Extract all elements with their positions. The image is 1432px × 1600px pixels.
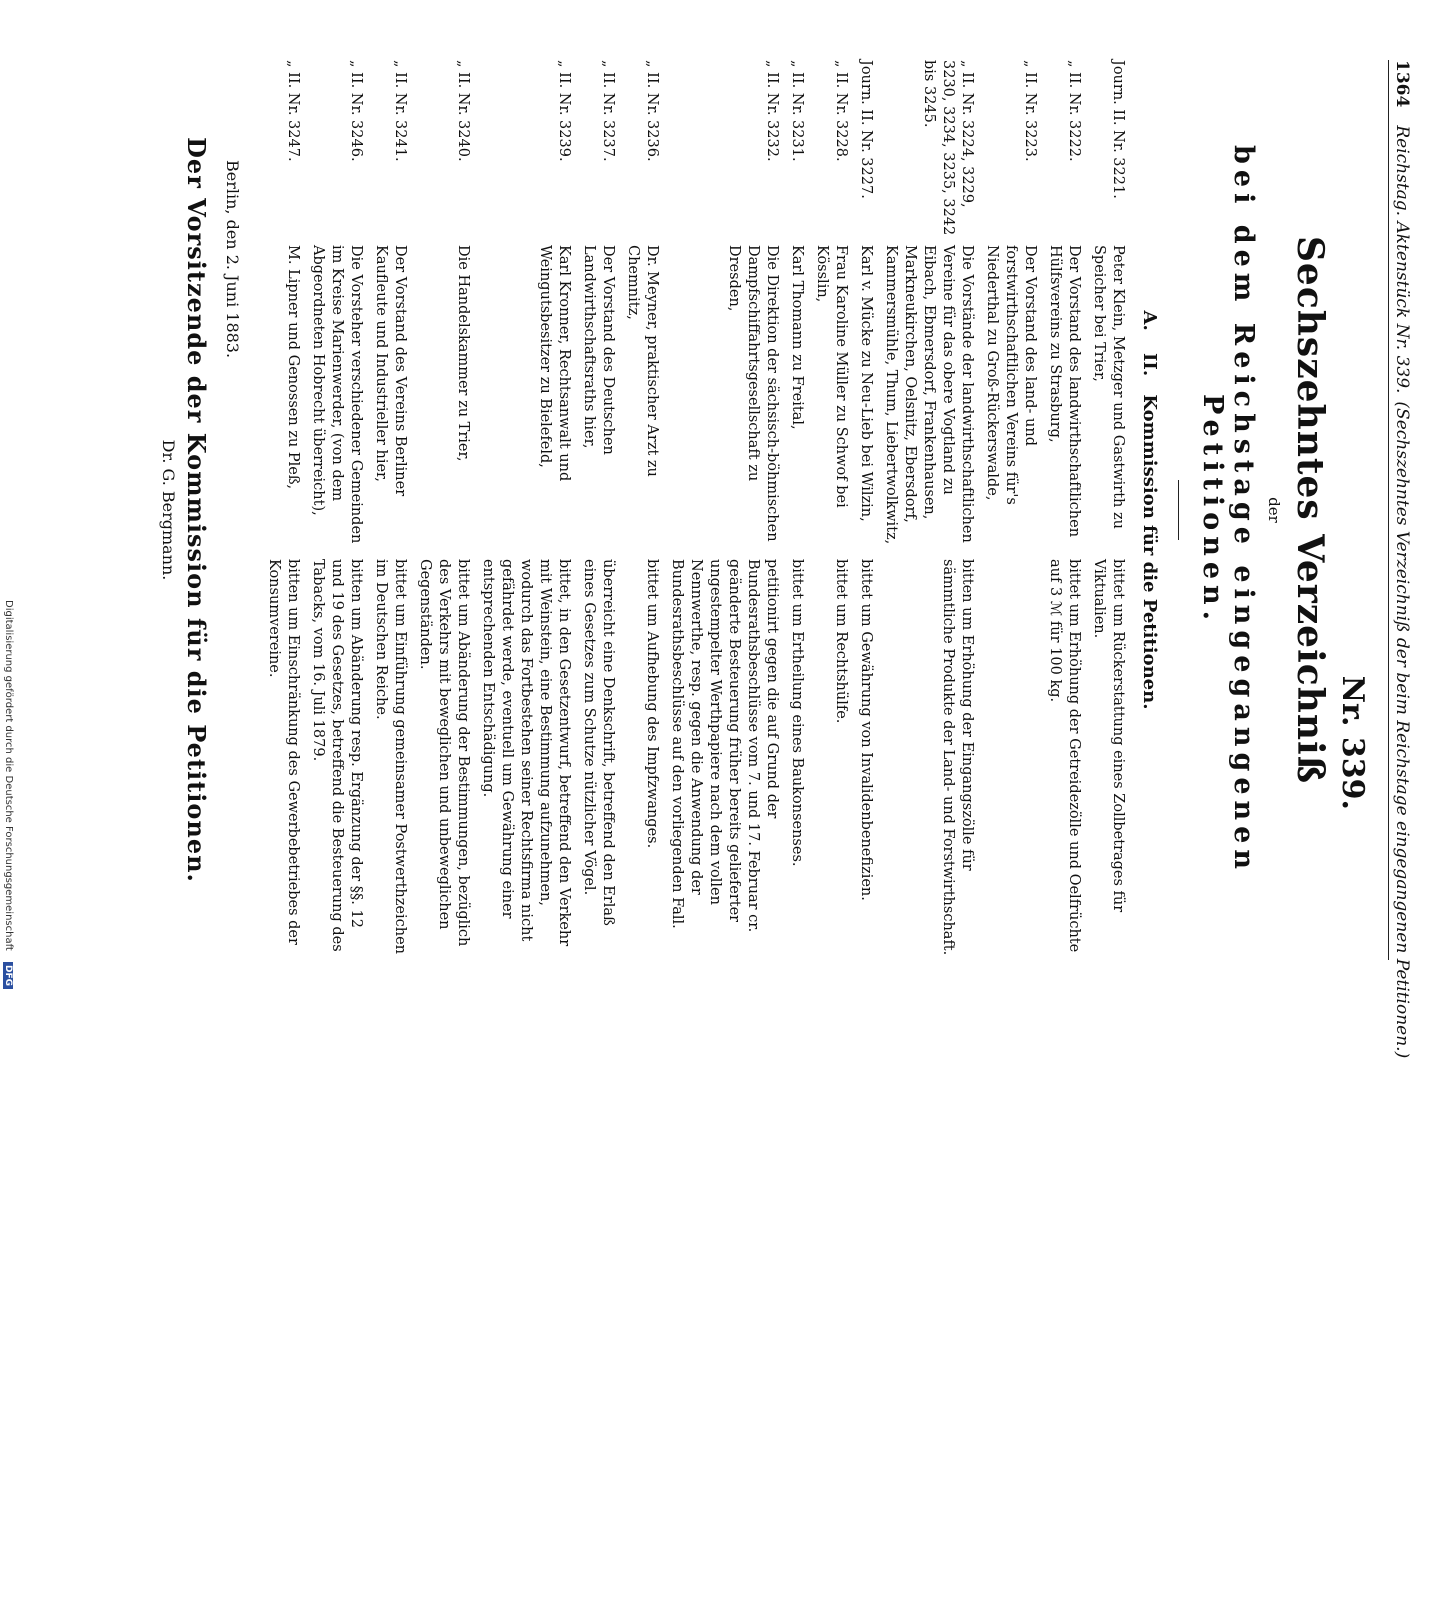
signature-name: Dr. G. Bergmann.: [159, 439, 178, 581]
section-letter: A.: [1139, 310, 1160, 331]
digitization-note: [0, 600, 14, 1600]
row-petitioner: Die Vorsteher verschiedener Gemeinden im Kreise Marienwerder, (von dem Abgeordneten Hobrecht überreicht),: [310, 245, 364, 544]
publication-title: Reichstag. Aktenstück Nr. 339.: [1392, 125, 1412, 394]
row-petitioner: Der Vorstand des land- und forstwirthschaftlichen Vereins für's Niederthal zu Groß-Rückerswalde,: [984, 245, 1038, 505]
row-request: [976, 559, 1039, 960]
row-request: bittet um Abänderung der Bestimmungen, bezüglich des Verkehrs mit beweglichen und unbeweglichen Gegenständen.: [417, 559, 471, 947]
row-petitioner: M. Lipner und Genossen zu Pleß,: [285, 245, 301, 490]
row-request: bitten um Erhöhung der Eingangszölle für sämmtliche Produkte der Land- und Forstwirthschaft.: [940, 559, 975, 956]
row-request: bittet um Gewährung von Invalidenbenefizien.: [858, 559, 874, 901]
table-row: [1039, 60, 1083, 960]
row-request: bitten um Einschränkung des Gewerbebetriebes der Konsumvereine.: [266, 559, 301, 945]
row-reference: „ II. Nr. 3241.: [392, 60, 408, 162]
document-number: Nr. 339.: [1335, 675, 1370, 810]
section-label: Kommission für die Petitionen.: [1139, 394, 1160, 710]
row-request: bittet um Erhöhung der Getreidezölle und Oelfrüchte auf 3 ℳ für 100 kg.: [1047, 559, 1082, 953]
document-title: Sechszehntes Verzeichniß: [1289, 235, 1331, 785]
row-petitioner: Die Handelskammer zu Trier,: [455, 245, 471, 462]
title-connector: der: [1265, 497, 1283, 523]
table-row: [472, 60, 573, 960]
row-petitioner: Die Vorstände der landwirthschaftlichen Vereine für das obere Vogtland zu Eibach, Ebmersdorf, Frankenhausen, Markneukirchen, Oelsnitz, Ebersdorf, Kammersmühle, Thum, Liebertwolkwitz,: [883, 245, 975, 545]
table-row: [409, 60, 472, 960]
table-row: [258, 60, 302, 960]
row-reference: „ II. Nr. 3223.: [1022, 60, 1038, 162]
row-petitioner: Frau Karoline Müller zu Schwof bei Kösslin,: [814, 245, 849, 508]
signature-office: Der Vorsitzende der Kommission für die Petitionen.: [182, 137, 211, 883]
row-petitioner: Dr. Meyner, praktischer Arzt zu Chemnitz,: [625, 245, 660, 477]
table-row: [1083, 60, 1127, 960]
table-row: [875, 60, 976, 960]
document-subtitle: bei dem Reichstage eingegangenen Petitionen.: [1197, 145, 1259, 875]
page-number: 1364: [1392, 60, 1412, 108]
row-request: bittet um Einführung gemeinsamer Postwerthzeichen im Deutschen Reiche.: [373, 559, 408, 955]
dateline: Berlin, den 2. Juni 1883.: [223, 160, 242, 359]
dfg-logo: DFG: [3, 962, 13, 989]
row-reference: „ II. Nr. 3246.: [348, 60, 364, 162]
header-parenthetical: (Sechszehntes Verzeichniß der beim Reichstage eingegangenen Petitionen.): [1392, 401, 1412, 1059]
table-row: [302, 60, 365, 960]
row-petitioner: Die Direktion der sächsisch-böhmischen Dampfschiffahrtsgesellschaft zu Dresden,: [726, 245, 780, 542]
row-reference: „ II. Nr. 3224, 3229, 3230, 3234, 3235, 3242 bis 3245.: [921, 60, 975, 236]
row-petitioner: Der Vorstand des Vereins Berliner Kaufleute und Industrieller hier,: [373, 245, 408, 497]
row-reference: „ II. Nr. 3231.: [789, 60, 805, 162]
row-reference: Journ. II. Nr. 3221.: [1110, 60, 1126, 199]
table-row: [781, 60, 806, 960]
table-row: [806, 60, 850, 960]
row-petitioner: Peter Klein, Metzger und Gastwirth zu Speicher bei Trier,: [1091, 245, 1126, 529]
table-row: [850, 60, 875, 960]
row-petitioner: Der Vorstand des landwirthschaftlichen Hülfsvereins zu Strasburg,: [1047, 245, 1082, 538]
petitions-table: [258, 60, 1127, 960]
table-row: [617, 60, 661, 960]
table-row: [661, 60, 781, 960]
row-reference: „ II. Nr. 3228.: [833, 60, 849, 162]
row-petitioner: Karl v. Mücke zu Neu-Lieb bei Wilzin,: [858, 245, 874, 522]
row-reference: „ II. Nr. 3247.: [285, 60, 301, 162]
row-petitioner: Karl Kronner, Rechtsanwalt und Weingutsbesitzer zu Bielefeld,: [537, 245, 572, 482]
row-petitioner: Der Vorstand des Deutschen Landwirthschaftsraths hier,: [581, 245, 616, 455]
digitization-text: Digitalisierung gefördert durch die Deutsche Forschungsgemeinschaft: [3, 600, 14, 951]
row-request: bittet um Rechtshülfe.: [833, 559, 849, 724]
row-request: bittet um Ertheilung eines Baukonsenses.: [789, 559, 805, 867]
row-request: bittet, in den Gesetzentwurf, betreffend den Verkehr mit Weinstein, eine Bestimmung aufzunehmen, wodurch das Fortbestehen seiner Rechtsfirma nicht gefährdet werde, eventuell um Gewährung einer entsprechenden Entschädigung.: [480, 559, 572, 947]
row-reference: „ II. Nr. 3240.: [455, 60, 471, 162]
row-reference: Journ. II. Nr. 3227.: [858, 60, 874, 199]
row-reference: „ II. Nr. 3222.: [1066, 60, 1082, 162]
row-reference: „ II. Nr. 3232.: [764, 60, 780, 162]
table-row: [976, 60, 1039, 960]
row-request: petitionirt gegen die auf Grund der Bundesrathsbeschlüsse vom 7. und 17. Februar cr. geänderte Besteuerung früher bereits gelieferter ungestempelter Werthpapiere nach dem vollen Nennwerthe, resp. gegen die Anwendung der Bundesrathsbeschlüsse auf den vorliegenden Fall.: [669, 559, 780, 933]
row-petitioner: Karl Thomann zu Freital,: [789, 245, 805, 430]
row-reference: „ II. Nr. 3237.: [600, 60, 616, 162]
row-request: bitten um Abänderung resp. Ergänzung der §§. 12 und 19 des Gesetzes, betreffend die Besteuerung des Tabacks, vom 16. Juli 1879.: [310, 559, 364, 952]
table-row: [573, 60, 617, 960]
running-header: [1388, 60, 1412, 1059]
row-reference: „ II. Nr. 3239.: [556, 60, 572, 162]
section-roman: II.: [1139, 353, 1160, 377]
title-rule: [1178, 480, 1179, 540]
section-heading: [1139, 60, 1160, 960]
table-row: [365, 60, 409, 960]
row-request: überreicht eine Denkschrift, betreffend den Erlaß eines Gesetzes zum Schutze nützlicher Vögel.: [581, 559, 616, 926]
row-request: bittet um Aufhebung des Impfzwanges.: [644, 559, 660, 849]
row-request: bittet um Rückerstattung eines Zollbetrages für Viktualien.: [1091, 559, 1126, 913]
row-reference: „ II. Nr. 3236.: [644, 60, 660, 162]
